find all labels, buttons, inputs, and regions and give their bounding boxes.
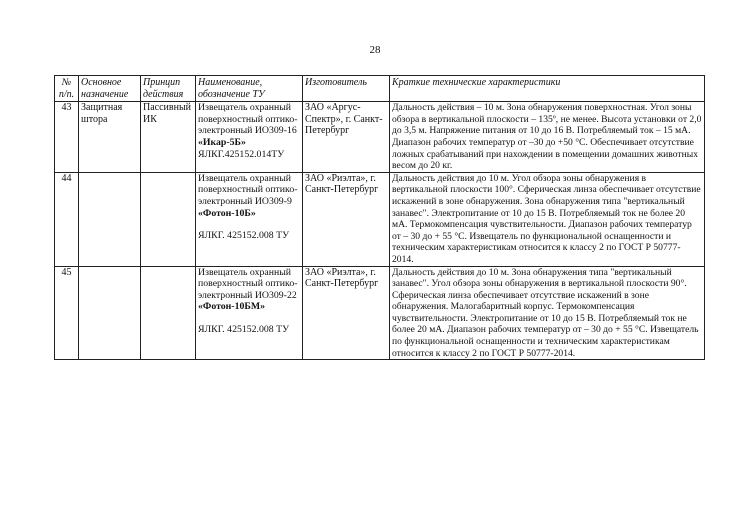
table-row bbox=[55, 266, 705, 360]
row-maker: ЗАО «Риэлта», г. Санкт-Петербург bbox=[303, 172, 390, 266]
header-purpose: Основное назначение bbox=[79, 76, 141, 102]
row-name-cell bbox=[196, 266, 303, 360]
row-principle bbox=[141, 172, 196, 266]
row-spec: ЯЛКГ. 425152.008 ТУ bbox=[198, 230, 290, 242]
table-header-row bbox=[55, 76, 705, 102]
row-name-cell bbox=[196, 172, 303, 266]
header-principle: Принцип действия bbox=[141, 76, 196, 102]
row-chars: Дальность действия до 10 м. Угол обзора зоны обнаружения в вертикальной плоскости 100°. Сферическая линза обеспечивает отсутствие искажений в зоне обнаружения. Зона обнаружения типа "вертикальный занавес". Электропитание от 10 до 15 В. Потребляемый ток не более 20 мА. Термокомпенсация чувствительности. Диапазон рабочих температур от – 30 до + 55 °С. Извещатель по функциональной оснащенности и техническим характеристикам относится к классу 2 по ГОСТ Р 50777-2014. bbox=[390, 172, 705, 266]
row-maker: ЗАО «Аргус-Спектр», г. Санкт-Петербург bbox=[303, 102, 390, 173]
row-name: Извещатель охранный поверхностный оптико-электронный ИО309-9 bbox=[198, 172, 298, 207]
row-chars: Дальность действия до 10 м. Зона обнаружения типа "вертикальный занавес". Угол обзора зоны обнаружения в вертикальной плоскости 90°. Сферическая линза обеспечивает отсутствие искажений в зоне обнаружения. Малогабаритный корпус. Термокомпенсация чувствительности. Электропитание от 10 до 15 В. Потребляемый ток не более 20 мА. Диапазон рабочих температур от – 30 до + 55 °С. Извещатель по функциональной оснащенности и техническим характеристикам относится к классу 2 по ГОСТ Р 50777-2014. bbox=[390, 266, 705, 360]
row-maker: ЗАО «Риэлта», г. Санкт-Петербург bbox=[303, 266, 390, 360]
page-number: 28 bbox=[369, 44, 381, 56]
row-num: 43 bbox=[55, 102, 79, 173]
row-spec: ЯЛКГ. 425152.008 ТУ bbox=[198, 323, 290, 335]
row-purpose bbox=[79, 172, 141, 266]
table-row bbox=[55, 172, 705, 266]
header-chars: Краткие технические характеристики bbox=[390, 76, 705, 102]
row-spec: ЯЛКГ.425152.014ТУ bbox=[198, 148, 285, 160]
row-principle bbox=[141, 266, 196, 360]
row-principle: Пассивный ИК bbox=[141, 102, 196, 173]
header-name: Наименование, обозначение ТУ bbox=[196, 76, 303, 102]
row-num: 44 bbox=[55, 172, 79, 266]
row-purpose bbox=[79, 266, 141, 360]
row-name: Извещатель охранный поверхностный оптико-электронный ИО309-16 bbox=[198, 102, 298, 137]
row-name: Извещатель охранный поверхностный оптико-электронный ИО309-22 bbox=[198, 266, 298, 301]
header-num: № п/п. bbox=[55, 76, 79, 102]
row-num: 45 bbox=[55, 266, 79, 360]
row-model: «Фотон-10Б» bbox=[198, 207, 256, 219]
equipment-table bbox=[54, 75, 705, 360]
header-maker: Изготовитель bbox=[303, 76, 390, 102]
row-model: «Фотон-10БМ» bbox=[198, 301, 265, 313]
table-row bbox=[55, 102, 705, 173]
row-chars: Дальность действия – 10 м. Зона обнаружения поверхностная. Угол зоны обзора в вертикальной плоскости – 135º, не менее. Высота установки от 2,0 до 3,5 м. Напряжение питания от 10 до 16 В. Потребляемый ток – 15 мА. Диапазон рабочих температур от –30 до +50 °С. Обеспечивает отсутствие ложных срабатываний при нахождении в помещении домашних животных весом до 20 кг. bbox=[390, 102, 705, 173]
row-purpose: Защитная штора bbox=[79, 102, 141, 173]
row-name-cell bbox=[196, 102, 303, 173]
row-model: «Икар-5Б» bbox=[198, 136, 246, 148]
